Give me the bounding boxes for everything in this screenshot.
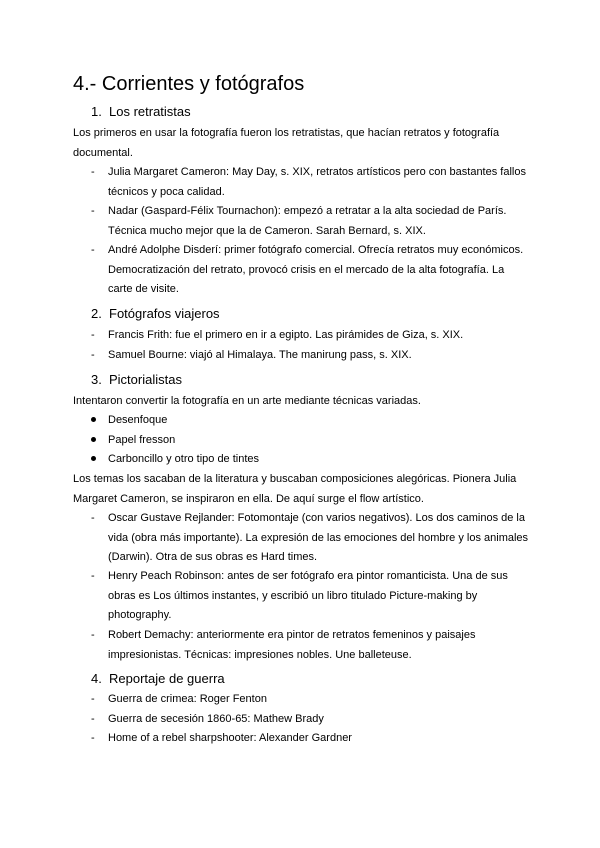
list-item-text: André Adolphe Disderí: primer fotógrafo comercial. Ofrecía retratos muy económicos. Democratización del retrato, provocó crisis en el mercado de la alta fotografía. La carte de visite. bbox=[108, 244, 524, 295]
list-item bbox=[91, 241, 531, 300]
dash-marker: - bbox=[91, 329, 95, 341]
bullet-item bbox=[91, 450, 531, 470]
list-item-text: Francis Frith: fue el primero en ir a egipto. Las pirámides de Giza, s. XIX. bbox=[108, 329, 464, 341]
list-item-text: Guerra de secesión 1860-65: Mathew Brady bbox=[108, 713, 324, 725]
list-item-text: Guerra de crimea: Roger Fenton bbox=[108, 693, 267, 705]
section-number: 4. bbox=[91, 671, 102, 686]
list-item-text: Robert Demachy: anteriormente era pintor de retratos femeninos y paisajes impresionistas. Técnicas: impresiones nobles. Une balleteuse. bbox=[108, 629, 476, 661]
list-item-text: Oscar Gustave Rejlander: Fotomontaje (con varios negativos). Los dos caminos de la vida (obra más importante). La expresión de las emociones del hombre y los animales (Darwin). Otra de sus obras es Hard times. bbox=[108, 512, 529, 563]
section-heading-pictorialistas bbox=[91, 371, 182, 388]
section-title: Los retratistas bbox=[109, 104, 191, 119]
section-number: 2. bbox=[91, 306, 102, 321]
list-item bbox=[91, 346, 531, 366]
dash-marker: - bbox=[91, 244, 95, 256]
section-heading-retratistas bbox=[91, 103, 191, 120]
dash-marker: - bbox=[91, 512, 95, 524]
dash-marker: - bbox=[91, 205, 95, 217]
page-title: 4.- Corrientes y fotógrafos bbox=[73, 73, 305, 95]
bullet-icon bbox=[91, 450, 107, 470]
list-item bbox=[91, 326, 531, 346]
dash-marker: - bbox=[91, 732, 95, 744]
list-item bbox=[91, 567, 531, 626]
list-item bbox=[91, 202, 531, 241]
dash-marker: - bbox=[91, 629, 95, 641]
section-number: 1. bbox=[91, 104, 102, 119]
bullet-item-text: Carboncillo y otro tipo de tintes bbox=[108, 453, 260, 465]
bullet-item bbox=[91, 411, 531, 431]
section-title: Fotógrafos viajeros bbox=[109, 306, 220, 321]
dash-marker: - bbox=[91, 166, 95, 178]
paragraph: Los temas los sacaban de la literatura y buscaban composiciones alegóricas. Pionera Julia Margaret Cameron, se inspiraron en ella. De aquí surge el flow artístico. bbox=[73, 473, 517, 505]
list-item-text: Julia Margaret Cameron: May Day, s. XIX, retratos artísticos pero con bastantes fallos técnicos y poca calidad. bbox=[108, 166, 526, 198]
section-title: Reportaje de guerra bbox=[109, 671, 225, 686]
list-item bbox=[91, 626, 531, 665]
dash-marker: - bbox=[91, 349, 95, 361]
dash-marker: - bbox=[91, 693, 95, 705]
dash-marker: - bbox=[91, 570, 95, 582]
section-heading-viajeros bbox=[91, 305, 220, 322]
section-heading-reportaje bbox=[91, 670, 225, 687]
list-item bbox=[91, 163, 531, 202]
paragraph: Intentaron convertir la fotografía en un arte mediante técnicas variadas. bbox=[73, 395, 421, 407]
dash-marker: - bbox=[91, 713, 95, 725]
bullet-icon bbox=[91, 431, 107, 451]
list-item-text: Nadar (Gaspard-Félix Tournachon): empezó a retratar a la alta sociedad de París. Técnica mucho mejor que la de Cameron. Sarah Bernard, s. XIX. bbox=[108, 205, 507, 237]
list-item-text: Henry Peach Robinson: antes de ser fotógrafo era pintor romanticista. Una de sus obras es Los últimos instantes, y escribió un libro titulado Picture-making by photography. bbox=[108, 570, 508, 621]
bullet-item bbox=[91, 431, 531, 451]
bullet-item-text: Desenfoque bbox=[108, 414, 168, 426]
section-number: 3. bbox=[91, 372, 102, 387]
paragraph: Los primeros en usar la fotografía fueron los retratistas, que hacían retratos y fotografía documental. bbox=[73, 127, 500, 159]
list-item-text: Samuel Bourne: viajó al Himalaya. The manirung pass, s. XIX. bbox=[108, 349, 412, 361]
list-item bbox=[91, 729, 531, 749]
bullet-icon bbox=[91, 411, 107, 431]
list-item bbox=[91, 509, 531, 568]
section-title: Pictorialistas bbox=[109, 372, 182, 387]
list-item-text: Home of a rebel sharpshooter: Alexander Gardner bbox=[108, 732, 352, 744]
bullet-item-text: Papel fresson bbox=[108, 434, 176, 446]
list-item bbox=[91, 710, 531, 730]
list-item bbox=[91, 690, 531, 710]
